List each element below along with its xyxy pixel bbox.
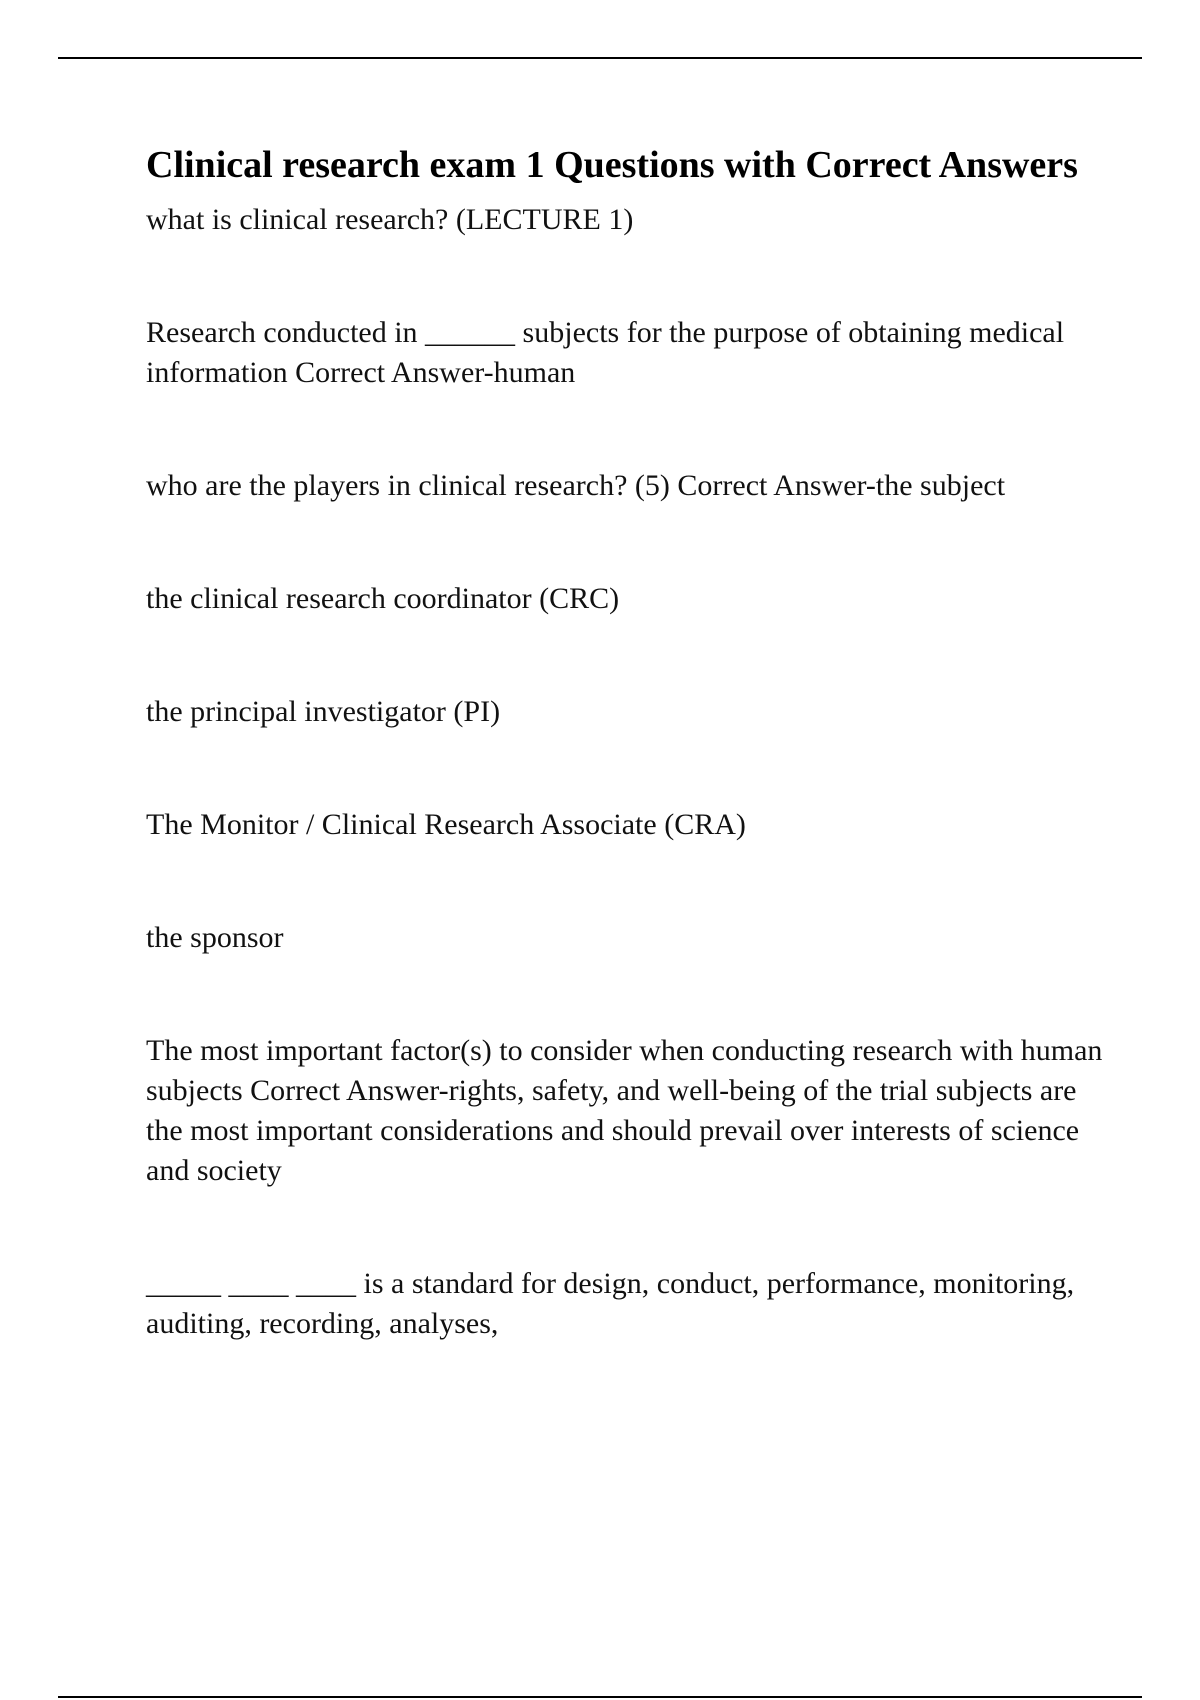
qa-players: who are the players in clinical research? (5) Correct Answer-the subject — [146, 469, 1006, 502]
answer-item-cra: The Monitor / Clinical Research Associate (CRA) — [146, 808, 746, 841]
top-divider — [58, 57, 1142, 59]
answer-item-sponsor: the sponsor — [146, 921, 284, 954]
question-lecture-heading: what is clinical research? (LECTURE 1) — [146, 203, 634, 236]
qa-standard: _____ ____ ____ is a standard for design, conduct, performance, monitoring, auditing, recording, analyses, — [146, 1267, 1082, 1340]
qa-important-factors: The most important factor(s) to consider when conducting research with human subjects Correct Answer-rights, safety, and well-being of the trial subjects are the most important considerations and should prevail over interests of science and society — [146, 1034, 1110, 1187]
document-body — [146, 140, 1110, 1344]
document-title: Clinical research exam 1 Questions with Correct Answers — [146, 144, 1078, 186]
answer-item-pi: the principal investigator (PI) — [146, 695, 501, 728]
bottom-divider — [58, 1696, 1142, 1698]
qa-definition: Research conducted in ______ subjects for the purpose of obtaining medical information Correct Answer-human — [146, 316, 1072, 389]
answer-item-crc: the clinical research coordinator (CRC) — [146, 582, 620, 615]
